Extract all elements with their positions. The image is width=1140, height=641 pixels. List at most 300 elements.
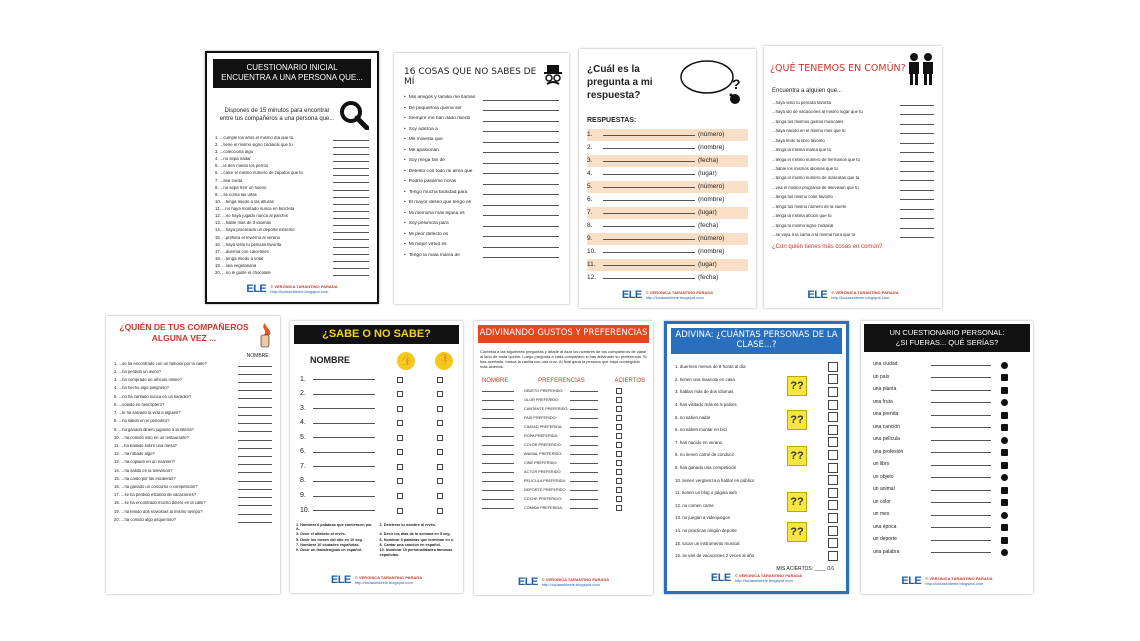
- intro-text: Dispones de 15 minutos para encontrar entre tus compañeros a una persona que...: [219, 107, 335, 122]
- answer-line[interactable]: [570, 400, 598, 401]
- row-number: 1.: [587, 131, 593, 139]
- answer-line[interactable]: [238, 415, 272, 416]
- list-item: [873, 412, 1023, 419]
- item-text: ...haya nacido en el mismo mes que tú: [772, 129, 846, 134]
- answer-line[interactable]: [238, 448, 272, 449]
- item-text: 8. no tienen carné de conducir: [675, 452, 735, 458]
- answer-line[interactable]: [238, 505, 272, 506]
- answer-row: [587, 168, 748, 180]
- answer-line[interactable]: [483, 142, 559, 143]
- acierto-checkbox[interactable]: [616, 478, 622, 484]
- answer-line[interactable]: [483, 236, 559, 237]
- count-box[interactable]: [828, 425, 838, 435]
- answer-line[interactable]: [900, 209, 934, 210]
- answer-line[interactable]: [333, 268, 369, 269]
- acierto-checkbox[interactable]: [616, 487, 622, 493]
- answer-line[interactable]: [333, 140, 369, 141]
- name-line[interactable]: [482, 499, 514, 500]
- item-text: ...vea el mismo programa de televisión que tú: [772, 185, 859, 190]
- answer-line[interactable]: [603, 278, 695, 279]
- list-item: [675, 500, 838, 511]
- answer-line[interactable]: [570, 436, 598, 437]
- answer-line[interactable]: [900, 152, 934, 153]
- item-text: 6. ...calce el mismo número de zapatos que tú: [215, 171, 303, 176]
- acierto-checkbox[interactable]: [616, 406, 622, 412]
- item-text: Siempre me han dado miedo: [408, 116, 471, 122]
- count-box[interactable]: [828, 412, 838, 422]
- category-icon: [1001, 499, 1008, 506]
- worksheet-sabe-o-no-sabe[interactable]: [290, 321, 463, 593]
- count-box[interactable]: [828, 450, 838, 460]
- name-row: [300, 477, 453, 485]
- answer-line[interactable]: [238, 464, 272, 465]
- sabe-checkbox[interactable]: [397, 508, 403, 514]
- answer-line[interactable]: [483, 257, 559, 258]
- answer-line[interactable]: [238, 440, 272, 441]
- worksheet-adivinando-gustos[interactable]: [474, 321, 653, 595]
- item-text: 8. ...no sepa freír un huevo: [215, 185, 267, 190]
- task-item: 7. Nombrar 10 ciudades españolas.: [296, 543, 360, 548]
- answer-line[interactable]: [333, 211, 369, 212]
- answer-line[interactable]: [333, 197, 369, 198]
- answer-line[interactable]: [570, 391, 598, 392]
- answer-line[interactable]: [931, 540, 991, 541]
- category-icon: [1001, 474, 1008, 481]
- no-sabe-checkbox[interactable]: [437, 377, 443, 383]
- answer-line[interactable]: [570, 409, 598, 410]
- item-text: 1. duermen menos de 8 horas al día: [675, 364, 746, 370]
- item-text: 16. ...ha ganado un concurso o competición?: [114, 485, 198, 490]
- item-text: 10. ...tenga miedo a las alturas: [215, 199, 274, 204]
- list-item: [114, 362, 272, 367]
- sabe-checkbox[interactable]: [397, 478, 403, 484]
- answer-line[interactable]: [900, 180, 934, 181]
- sabe-checkbox[interactable]: [397, 493, 403, 499]
- name-line[interactable]: [313, 437, 375, 438]
- answer-line[interactable]: [483, 163, 559, 164]
- answer-line[interactable]: [931, 390, 991, 391]
- task-item: 2. Deletrear tu nombre al revés.: [379, 522, 437, 527]
- answer-line[interactable]: [931, 427, 991, 428]
- disguise-face-icon: [543, 65, 563, 89]
- category-icon: [1001, 524, 1008, 531]
- name-line[interactable]: [482, 400, 514, 401]
- no-sabe-checkbox[interactable]: [437, 449, 443, 455]
- list-item: [404, 221, 559, 227]
- answer-line[interactable]: [900, 143, 934, 144]
- answer-line[interactable]: [333, 247, 369, 248]
- answer-line[interactable]: [333, 261, 369, 262]
- column-preferencias: PREFERENCIAS: [538, 377, 585, 384]
- worksheet-quien-de-tus-companeros[interactable]: [106, 316, 280, 594]
- answer-line[interactable]: [238, 382, 272, 383]
- answer-line[interactable]: [483, 152, 559, 153]
- answer-line[interactable]: [931, 502, 991, 503]
- answer-line[interactable]: [931, 365, 991, 366]
- sabe-checkbox[interactable]: [397, 406, 403, 412]
- acierto-checkbox[interactable]: [616, 415, 622, 421]
- name-line[interactable]: [482, 508, 514, 509]
- list-item: [404, 200, 559, 206]
- item-text: una canción: [873, 423, 900, 430]
- ele-logo: ELE: [246, 283, 267, 296]
- sabe-checkbox[interactable]: [397, 464, 403, 470]
- answer-line[interactable]: [333, 168, 369, 169]
- acierto-checkbox[interactable]: [616, 424, 622, 430]
- answer-line[interactable]: [570, 445, 598, 446]
- name-line[interactable]: [482, 463, 514, 464]
- list-item: [215, 136, 369, 141]
- answer-line[interactable]: [931, 515, 991, 516]
- sabe-checkbox[interactable]: [397, 449, 403, 455]
- answer-line[interactable]: [333, 204, 369, 205]
- list-item: [675, 374, 838, 385]
- answer-line[interactable]: [333, 154, 369, 155]
- answer-line[interactable]: [333, 147, 369, 148]
- list-item: [404, 179, 559, 185]
- answer-line[interactable]: [931, 465, 991, 466]
- answer-line[interactable]: [238, 522, 272, 523]
- list-item: [873, 362, 1023, 369]
- row-number: 12.: [587, 274, 597, 282]
- answer-line[interactable]: [333, 275, 369, 276]
- question-sticky-note: ??: [787, 376, 807, 396]
- item-text: 15. ...ha caído por las escaleras?: [114, 476, 176, 481]
- answer-line[interactable]: [333, 218, 369, 219]
- acierto-checkbox[interactable]: [616, 442, 622, 448]
- answer-line[interactable]: [238, 374, 272, 375]
- preference-row: [482, 496, 645, 502]
- list-item: [404, 106, 559, 112]
- magnifier-icon: [339, 100, 369, 130]
- answer-line[interactable]: [931, 477, 991, 478]
- item-text: 12. ...ha robado algo?: [114, 452, 155, 457]
- answer-line[interactable]: [238, 366, 272, 367]
- list-item: [114, 411, 272, 416]
- sabe-checkbox[interactable]: [397, 377, 403, 383]
- item-text: ...haya leído tu libro favorito: [772, 138, 825, 143]
- name-line[interactable]: [313, 481, 375, 482]
- answer-line[interactable]: [238, 431, 272, 432]
- answer-line[interactable]: [570, 481, 598, 482]
- answer-line[interactable]: [900, 237, 934, 238]
- preference-row: [482, 505, 645, 511]
- item-text: 7. ...sea zurda: [215, 178, 243, 183]
- answer-line[interactable]: [238, 481, 272, 482]
- worksheet-title: UN CUESTIONARIO PERSONAL: ¿SI FUERAS... QUÉ SERÍAS?: [864, 324, 1030, 352]
- answer-line[interactable]: [333, 175, 369, 176]
- no-sabe-checkbox[interactable]: [437, 435, 443, 441]
- answer-line[interactable]: [238, 497, 272, 498]
- question-sticky-note: ??: [787, 410, 807, 430]
- answers-label: RESPUESTAS:: [587, 117, 637, 124]
- answer-line[interactable]: [238, 514, 272, 515]
- item-text: Mi mejor virtud es: [408, 242, 447, 248]
- answer-line[interactable]: [603, 135, 695, 136]
- answer-line[interactable]: [900, 161, 934, 162]
- list-item: [215, 243, 369, 248]
- answer-line[interactable]: [483, 121, 559, 122]
- answer-line[interactable]: [900, 228, 934, 229]
- answer-row: [587, 233, 748, 245]
- bullet-icon: •: [404, 158, 406, 164]
- name-line[interactable]: [313, 408, 375, 409]
- question-sticky-note: ??: [787, 446, 807, 466]
- name-line[interactable]: [313, 394, 375, 395]
- answer-line[interactable]: [931, 377, 991, 378]
- category-icon: [1001, 449, 1008, 456]
- name-line[interactable]: [482, 427, 514, 428]
- answer-line[interactable]: [603, 239, 695, 240]
- worksheet-si-fueras[interactable]: [861, 321, 1033, 594]
- answer-line[interactable]: [931, 402, 991, 403]
- bullet-icon: •: [404, 168, 406, 174]
- answer-line[interactable]: [333, 254, 369, 255]
- acierto-checkbox[interactable]: [616, 505, 622, 511]
- list-item: [772, 205, 934, 210]
- footer: ELE © VERONICA TARANTINO PARADA http://luciaseldeele.blogspot.com: [330, 574, 423, 587]
- answer-line[interactable]: [483, 226, 559, 227]
- count-box[interactable]: [828, 475, 838, 485]
- list-item: [772, 129, 934, 134]
- item-list: [114, 362, 272, 523]
- list-item: [675, 475, 838, 486]
- count-box[interactable]: [828, 400, 838, 410]
- list-item: [675, 425, 838, 436]
- bullet-icon: •: [404, 126, 406, 132]
- count-box[interactable]: [828, 513, 838, 523]
- answer-line[interactable]: [931, 552, 991, 553]
- answer-line[interactable]: [931, 527, 991, 528]
- answer-line[interactable]: [483, 110, 559, 111]
- name-line[interactable]: [313, 379, 375, 380]
- item-text: 18. ...se ha encontrado mucho dinero en la calle?: [114, 501, 206, 506]
- no-sabe-checkbox[interactable]: [437, 406, 443, 412]
- no-sabe-checkbox[interactable]: [437, 420, 443, 426]
- row-number: 1.: [300, 375, 306, 383]
- list-item: [215, 186, 369, 191]
- answer-line[interactable]: [333, 239, 369, 240]
- answer-line[interactable]: [333, 161, 369, 162]
- acierto-checkbox[interactable]: [616, 388, 622, 394]
- answer-line[interactable]: [570, 463, 598, 464]
- answer-line[interactable]: [603, 265, 695, 266]
- answer-line[interactable]: [238, 407, 272, 408]
- category-icon: [1001, 437, 1008, 444]
- item-text: ...tenga tus mismo número de la suerte: [772, 204, 847, 209]
- answer-line[interactable]: [483, 184, 559, 185]
- list-item: [215, 150, 369, 155]
- name-line[interactable]: [482, 481, 514, 482]
- answer-line[interactable]: [483, 131, 559, 132]
- acierto-checkbox[interactable]: [616, 469, 622, 475]
- name-line[interactable]: [313, 423, 375, 424]
- bullet-icon: •: [404, 210, 406, 216]
- two-people-icon: [906, 52, 936, 86]
- name-line[interactable]: [313, 496, 375, 497]
- answer-line[interactable]: [931, 452, 991, 453]
- list-item: [873, 437, 1023, 444]
- item-text: 12. ...no haya jugado nunca al parchís: [215, 214, 288, 219]
- list-item: [114, 510, 272, 515]
- answer-line[interactable]: [931, 415, 991, 416]
- sabe-checkbox[interactable]: [397, 435, 403, 441]
- answer-list: [587, 129, 748, 284]
- preference-row: [482, 478, 645, 484]
- list-item: [215, 200, 369, 205]
- answer-line[interactable]: [570, 499, 598, 500]
- bullet-icon: •: [404, 137, 406, 143]
- preference-label: CANTANTE PREFERIDO:: [524, 407, 569, 412]
- answer-line[interactable]: [570, 454, 598, 455]
- name-line[interactable]: [313, 452, 375, 453]
- list-item: [772, 158, 934, 163]
- bullet-icon: •: [404, 179, 406, 185]
- no-sabe-checkbox[interactable]: [437, 478, 443, 484]
- count-box[interactable]: [828, 500, 838, 510]
- answer-line[interactable]: [570, 427, 598, 428]
- answer-line[interactable]: [483, 173, 559, 174]
- acierto-checkbox[interactable]: [616, 397, 622, 403]
- answer-line[interactable]: [333, 190, 369, 191]
- name-line[interactable]: [482, 472, 514, 473]
- list-item: [772, 167, 934, 172]
- name-line[interactable]: [482, 436, 514, 437]
- count-box[interactable]: [828, 362, 838, 372]
- answer-line[interactable]: [238, 489, 272, 490]
- no-sabe-checkbox[interactable]: [437, 508, 443, 514]
- count-box[interactable]: [828, 463, 838, 473]
- sabe-checkbox[interactable]: [397, 420, 403, 426]
- name-line[interactable]: [313, 466, 375, 467]
- answer-line[interactable]: [333, 182, 369, 183]
- answer-line[interactable]: [931, 440, 991, 441]
- answer-line[interactable]: [238, 456, 272, 457]
- answer-line[interactable]: [238, 472, 272, 473]
- answer-line[interactable]: [333, 225, 369, 226]
- sabe-checkbox[interactable]: [397, 391, 403, 397]
- answer-line[interactable]: [900, 124, 934, 125]
- count-box[interactable]: [828, 437, 838, 447]
- answer-line[interactable]: [603, 200, 695, 201]
- count-box[interactable]: [828, 488, 838, 498]
- answer-line[interactable]: [570, 472, 598, 473]
- worksheet-cuestionario-inicial[interactable]: [205, 51, 379, 304]
- answer-line[interactable]: [900, 133, 934, 134]
- answer-line[interactable]: [603, 174, 695, 175]
- item-text: un deporte: [873, 536, 897, 543]
- worksheet-title: ADIVINANDO GUSTOS Y PREFERENCIAS: [478, 325, 649, 343]
- answer-line[interactable]: [238, 398, 272, 399]
- answer-line[interactable]: [900, 114, 934, 115]
- list-item: [215, 193, 369, 198]
- preference-label: COCHE PREFERIDO:: [524, 497, 562, 502]
- name-row: [300, 492, 453, 500]
- count-box[interactable]: [828, 551, 838, 561]
- answer-line[interactable]: [483, 194, 559, 195]
- category-icon: [1001, 487, 1008, 494]
- answer-row: [587, 129, 748, 141]
- acierto-checkbox[interactable]: [616, 433, 622, 439]
- answer-line[interactable]: [483, 215, 559, 216]
- list-item: [114, 419, 272, 424]
- answer-line[interactable]: [570, 508, 598, 509]
- worksheet-que-tenemos-en-comun[interactable]: [764, 46, 942, 308]
- answer-line[interactable]: [900, 190, 934, 191]
- acierto-checkbox[interactable]: [616, 460, 622, 466]
- answer-line[interactable]: [931, 490, 991, 491]
- name-line[interactable]: [482, 391, 514, 392]
- answer-line[interactable]: [603, 187, 695, 188]
- no-sabe-checkbox[interactable]: [437, 493, 443, 499]
- answer-line[interactable]: [603, 213, 695, 214]
- answer-line[interactable]: [238, 423, 272, 424]
- list-item: [675, 487, 838, 498]
- count-box[interactable]: [828, 526, 838, 536]
- answer-line[interactable]: [900, 218, 934, 219]
- answer-line[interactable]: [900, 199, 934, 200]
- answer-line[interactable]: [900, 171, 934, 172]
- item-text: 19. ...ha tenido dos novios/as al mismo tiempo?: [114, 509, 203, 514]
- count-box[interactable]: [828, 538, 838, 548]
- item-text: 1. ...cumple los años el mismo día que tú.: [215, 135, 295, 140]
- row-number: 8.: [300, 477, 306, 485]
- name-line[interactable]: [482, 418, 514, 419]
- answer-line[interactable]: [483, 205, 559, 206]
- answer-line[interactable]: [483, 247, 559, 248]
- answer-line[interactable]: [333, 232, 369, 233]
- preference-row: [482, 451, 645, 457]
- footer: ELE © VERONICA TARANTINO PARADA http://luciaseldeele.blogspot.com: [710, 572, 803, 585]
- item-text: una ciudad: [873, 361, 898, 368]
- no-sabe-checkbox[interactable]: [437, 464, 443, 470]
- list-item: [873, 462, 1023, 469]
- answer-line[interactable]: [483, 100, 559, 101]
- count-box[interactable]: [828, 374, 838, 384]
- name-line[interactable]: [482, 409, 514, 410]
- worksheet-16-cosas[interactable]: [394, 53, 569, 304]
- name-line[interactable]: [482, 454, 514, 455]
- answer-line[interactable]: [238, 390, 272, 391]
- worksheet-cual-es-la-pregunta[interactable]: [579, 49, 756, 308]
- answer-hint: (nombre): [698, 248, 725, 256]
- answer-line[interactable]: [603, 252, 695, 253]
- answer-line[interactable]: [603, 148, 695, 149]
- item-text: Mi memoria más lejana es: [408, 210, 465, 216]
- answer-hint: (fecha): [698, 222, 719, 230]
- acierto-checkbox[interactable]: [616, 496, 622, 502]
- answer-line[interactable]: [603, 161, 695, 162]
- name-line[interactable]: [313, 510, 375, 511]
- answer-line[interactable]: [603, 226, 695, 227]
- acierto-checkbox[interactable]: [616, 451, 622, 457]
- name-line[interactable]: [482, 490, 514, 491]
- row-number: 9.: [587, 235, 593, 243]
- count-box[interactable]: [828, 387, 838, 397]
- list-item: [114, 378, 272, 383]
- item-text: 18. ...tenga miedo a volar: [215, 256, 264, 261]
- answer-line[interactable]: [570, 418, 598, 419]
- item-text: un animal: [873, 486, 895, 493]
- item-text: Tengo la mala manía de: [408, 252, 460, 258]
- answer-line[interactable]: [570, 490, 598, 491]
- task-item: 9. Decir un trabalenguas en español.: [296, 548, 363, 553]
- answer-line[interactable]: [900, 105, 934, 106]
- name-line[interactable]: [482, 445, 514, 446]
- no-sabe-checkbox[interactable]: [437, 391, 443, 397]
- worksheet-adivina-cuantas-personas[interactable]: [664, 321, 849, 594]
- item-text: ...haya visto tu película favorita: [772, 100, 831, 105]
